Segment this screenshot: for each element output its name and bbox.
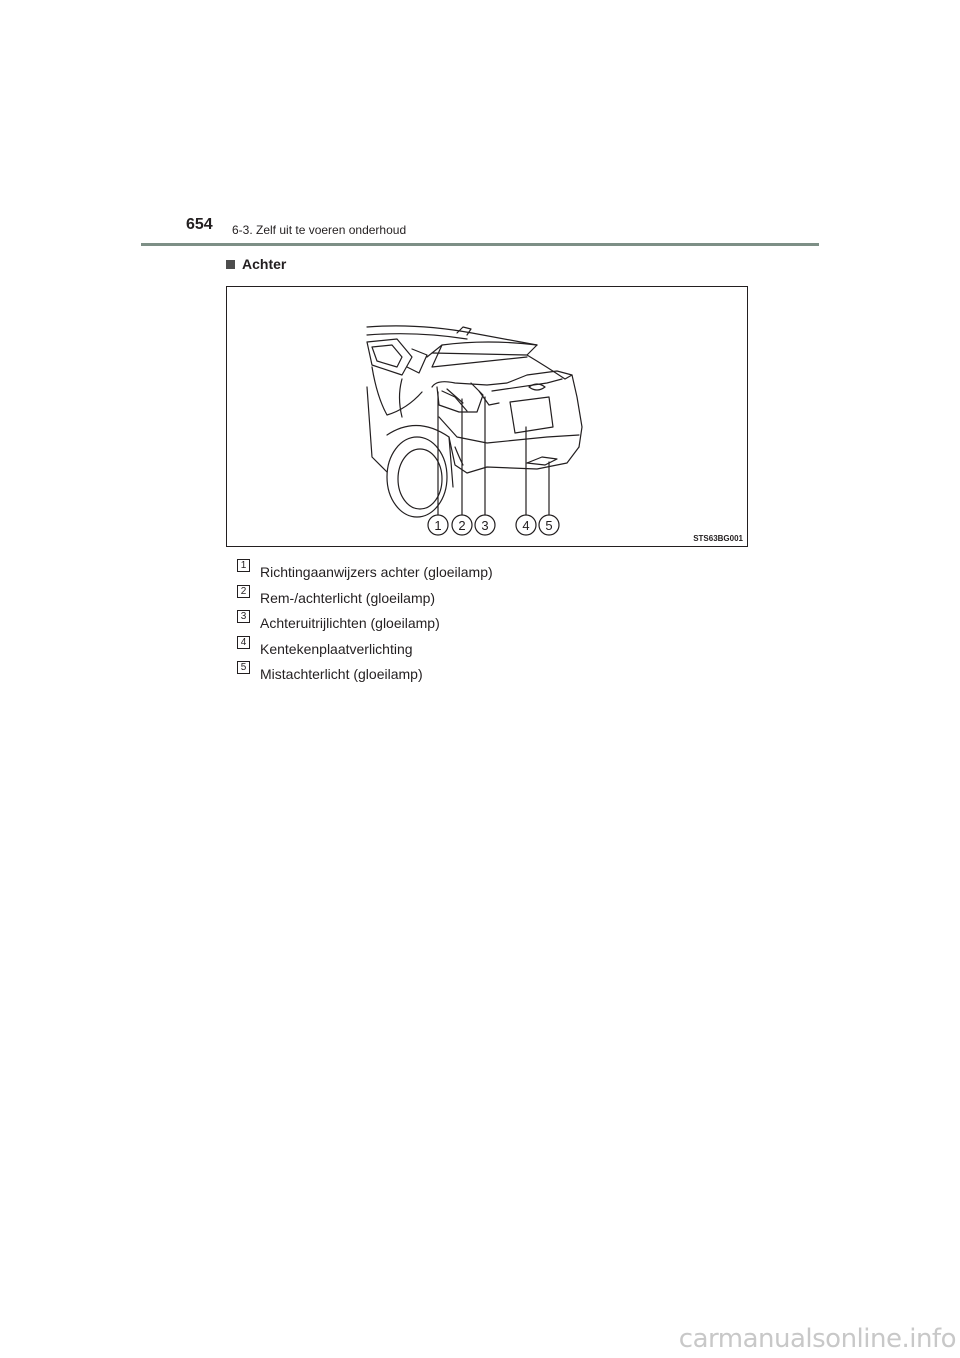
header-rule [141, 243, 819, 246]
legend-text: Rem-/achterlicht (gloeilamp) [260, 589, 436, 606]
section-title: Achter [242, 256, 287, 272]
svg-text:4: 4 [522, 518, 530, 533]
callout-2 [452, 515, 472, 535]
callout-3 [475, 515, 495, 535]
running-head: 6-3. Zelf uit te voeren onderhoud [232, 223, 407, 237]
square-bullet-icon [226, 260, 235, 269]
legend-text: Achteruitrijlichten (gloeilamp) [260, 615, 440, 631]
figure-code: STS63BG001 [693, 534, 743, 543]
legend-number-badge: 2 [237, 585, 250, 598]
page-number: 654 [186, 216, 213, 233]
legend-number-badge: 5 [237, 661, 250, 674]
callout-1 [428, 515, 448, 535]
legend-text: Richtingaanwijzers achter (gloeilamp) [260, 564, 493, 580]
watermark: carmanualsonline.info [678, 1324, 956, 1354]
svg-text:2: 2 [458, 518, 466, 533]
section-heading [226, 256, 286, 272]
rear-lights-figure [226, 286, 748, 547]
legend-number-badge: 1 [237, 559, 250, 572]
svg-text:1: 1 [434, 518, 442, 533]
svg-text:5: 5 [545, 518, 553, 533]
legend-text: Kentekenplaatverlichting [260, 640, 413, 657]
legend-number-badge: 4 [237, 636, 250, 649]
callout-5 [539, 515, 559, 535]
legend-text: Mistachterlicht (gloeilamp) [260, 666, 423, 682]
legend-number-badge: 3 [237, 610, 250, 623]
callout-4 [516, 515, 536, 535]
car-rear-illustration [227, 287, 749, 548]
svg-text:3: 3 [481, 518, 489, 533]
